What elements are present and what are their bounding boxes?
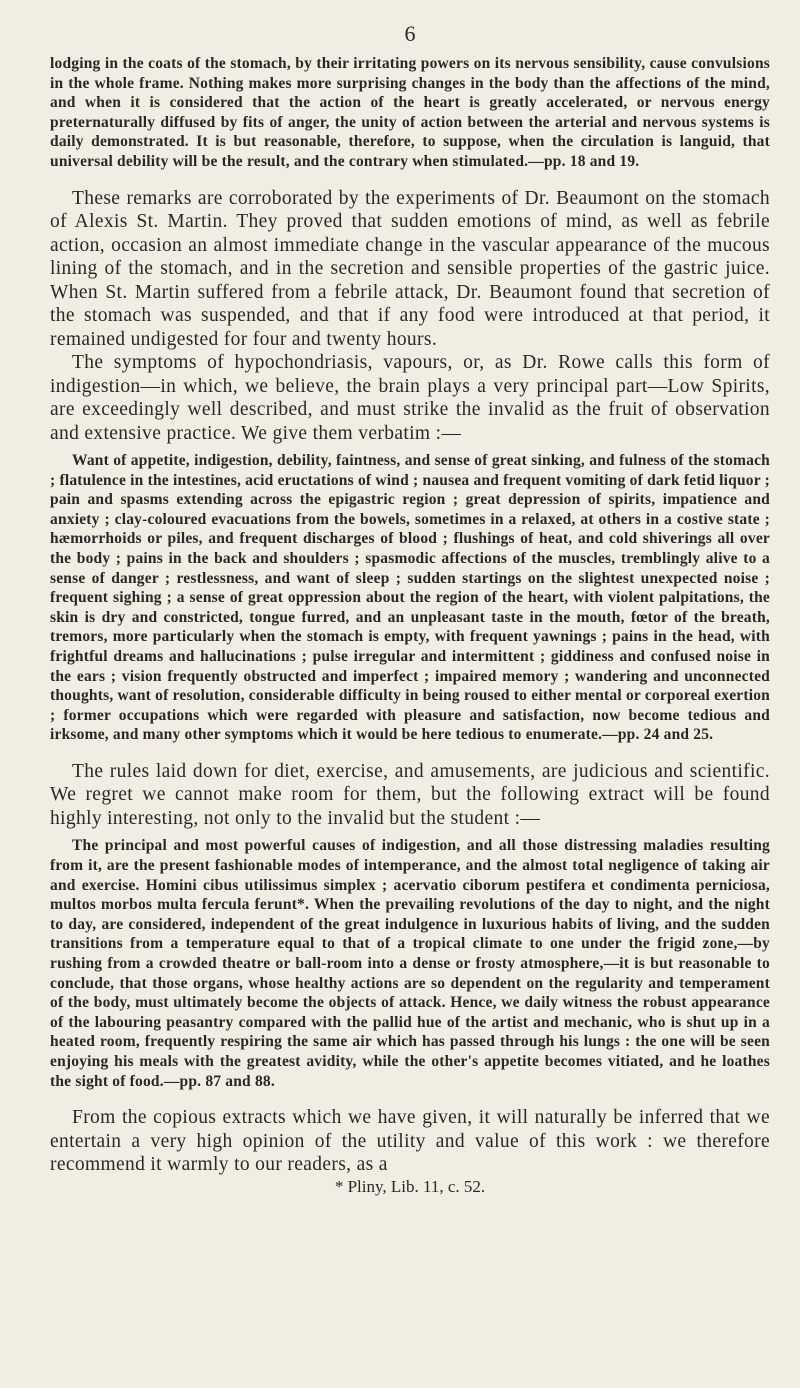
paragraph-rules: The rules laid down for diet, exercise, and amusements, are judicious and scientific. We regret we cannot make room for them, but the following extract will be found highly interesting, not only to the invalid but the student :— xyxy=(50,760,770,829)
paragraph-conclusion: From the copious extracts which we have given, it will naturally be inferred that we entertain a very high opinion of the utility and value of this work : we therefore recommend it warmly to our readers, as a xyxy=(50,1107,770,1176)
footnote: * Pliny, Lib. 11, c. 52. xyxy=(334,1176,486,1196)
paragraph-hypochondriasis: The symptoms of hypochondriasis, vapours, or, as Dr. Rowe calls this form of indigestion—in which, we believe, the brain plays a very principal part—Low Spirits, are exceedingly well described, and must strike the invalid as the fruit of observation and extensive practice. We give them verbatim :— xyxy=(50,352,770,444)
paragraph-continuation: lodging in the coats of the stomach, by their irritating powers on its nervous sensibility, cause convulsions in the whole frame. Nothing makes more surprising changes in the body than the affections of the mind, and when it is considered that the action of the heart is greatly accelerated, or nervous energy preternaturally diffused by fits of anger, the unity of action between the arterial and nervous systems is daily demonstrated. It is but reasonable, therefore, to suppose, when the circulation is languid, that universal debility will be the result, and the contrary when stimulated.—pp. 18 and 19. xyxy=(50,55,770,170)
paragraph-beaumont: These remarks are corroborated by the experiments of Dr. Beaumont on the stomach of Alexis St. Martin. They proved that sudden emotions of mind, as well as febrile action, occasion an almost immediate change in the vascular appearance of the mucous lining of the stomach, and in the secretion and sensible properties of the gastric juice. When St. Martin suffered from a febrile attack, Dr. Beaumont found that secretion of the stomach was suspended, and that if any food were introduced at that period, it remained undigested for four and twenty hours. xyxy=(50,187,770,350)
quote-indigestion-causes: The principal and most powerful causes of indigestion, and all those distressing maladies resulting from it, are the present fashionable modes of intemperance, and the almost total negligence of taking air and exercise. Homini cibus utilissimus simplex ; acervatio ciborum pestifera et condimenta perniciosa, multos morbos multa fercula ferunt*. When the prevailing revolutions of the day to night, and the night to day, are considered, independent of the great indulgence in luxurious habits of living, and the sudden transitions from a temperature equal to that of a tropical climate to one under the frigid zone,—by rushing from a crowded theatre or ball-room into a dense or frosty atmosphere,—it is but reasonable to conclude, that those organs, whose healthy actions are so dependent on the regularity and temperament of the body, must ultimately become the objects of attack. Hence, we daily witness the robust appearance of the labouring peasantry compared with the pallid hue of the artist and mechanic, who is shut up in a heated room, frequently respiring the same air which has passed through his lungs : the one will be seen enjoying his meals with the greatest avidity, while the other's appetite becomes vitiated, and he loathes the sight of food.—pp. 87 and 88. xyxy=(50,837,770,1090)
quote-symptoms: Want of appetite, indigestion, debility, faintness, and sense of great sinking, and fulness of the stomach ; flatulence in the intestines, acid eructations of wind ; nausea and frequent vomiting of dark fetid liquor ; pain and spasms extending across the epigastric region ; great depression of spirits, impatience and anxiety ; clay-coloured evacuations from the bowels, sometimes in a relaxed, at others in a costive state ; hæmorrhoids or piles, and frequent discharges of blood ; flushings of heat, and cold shiverings all over the body ; pains in the back and shoulders ; spasmodic affections of the muscles, tremblingly alive to a sense of danger ; restlessness, and want of sleep ; sudden startings on the slightest unexpected noise ; frequent sighing ; a sense of great oppression about the region of the heart, with violent palpitations, the skin is dry and constricted, tongue furred, and an unpleasant taste in the mouth, fœtor of the breath, tremors, more particularly when the stomach is empty, with frequent yawnings ; pains in the head, with frightful dreams and hallucinations ; pulse irregular and intermittent ; giddiness and confused noise in the ears ; vision frequently obstructed and imperfect ; impaired memory ; wandering and unconnected thoughts, want of resolution, considerable difficulty in being roused to either mental or corporeal exertion ; former occupations which were regarded with pleasure and satisfaction, now become tedious and irksome, and many other symptoms which it would be here tedious to enumerate.—pp. 24 and 25. xyxy=(50,452,770,744)
page-number: 6 xyxy=(404,21,416,46)
